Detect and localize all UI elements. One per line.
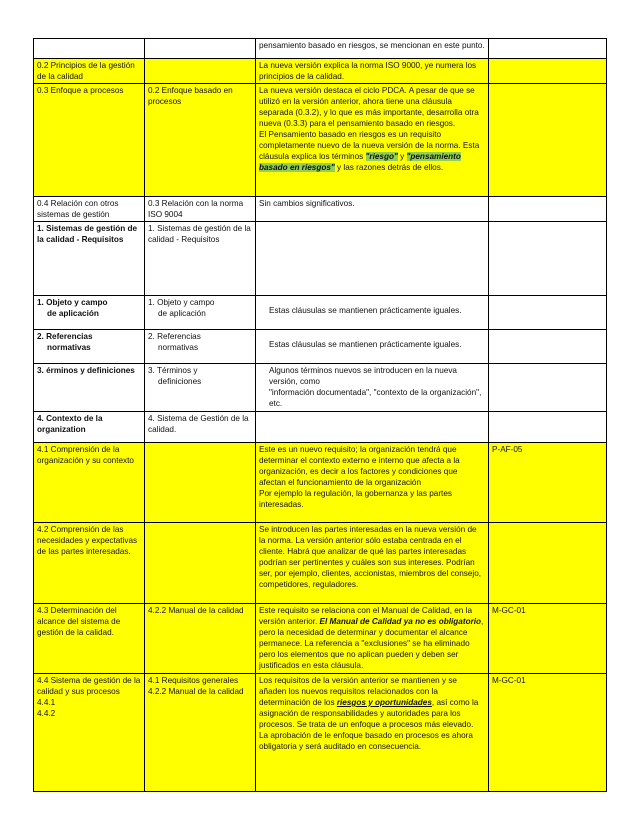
cell — [34, 39, 145, 59]
cell: Se introducen las partes interesadas en la nueva versión de la norma. La versión anterior sólo estaba centrada en el cliente. Habrá que analizar de qué las partes interesadas podrían ser pertinentes y cuáles son sus intereses. Podrían ser, por ejemplo, clientes, accionistas, miembros del consejo, competidores, reguladores. — [256, 523, 489, 604]
paragraph — [259, 129, 485, 173]
cell — [34, 296, 145, 330]
text: El Pensamiento basado en riesgos es un requisito completamente nuevo de la nueva versión de la norma. Esta cláusula explica los términos — [259, 130, 480, 161]
text: , así como la asignación de responsabilidades y autoridades para los procesos. Se trata de un enfoque a procesos más elevado. — [259, 698, 479, 729]
cell — [256, 222, 489, 296]
paragraph — [259, 675, 485, 730]
text: y las razones detrás de ellos. — [334, 163, 444, 172]
cell: 0.4 Relación con otros sistemas de gestión — [34, 197, 145, 222]
text: "información documentada", "contexto de la organización", etc. — [269, 388, 482, 408]
text: 3. Términos y — [148, 366, 198, 375]
text: normativas — [158, 343, 199, 352]
cell — [256, 296, 489, 330]
table-row — [34, 39, 607, 59]
cell — [145, 296, 256, 330]
text: Este requisito se relaciona con el Manual de Calidad, en la versión anterior. — [259, 606, 473, 626]
cell: M-GC-01 — [489, 604, 607, 674]
cell — [256, 364, 489, 412]
text: Algunos términos nuevos se introducen en la nueva versión, como — [269, 366, 457, 386]
cell: 4.1 Comprensión de la organización y su contexto — [34, 443, 145, 523]
cell — [145, 443, 256, 523]
cell — [145, 59, 256, 84]
text: Estas cláusulas se mantienen prácticamente iguales. — [269, 306, 462, 315]
cell: La nueva versión explica la norma ISO 9000, ye numera los principios de la calidad. — [256, 59, 489, 84]
cell — [256, 412, 489, 443]
cell — [489, 222, 607, 296]
cell — [489, 84, 607, 197]
text: normativas — [47, 343, 91, 352]
cell: 4.3 Determinación del alcance del sistema de gestión de la calidad. — [34, 604, 145, 674]
text: 4.4 Sistema de gestión de la calidad y sus procesos — [37, 676, 141, 696]
table-row — [34, 443, 607, 523]
table-row — [34, 674, 607, 792]
table-row — [34, 364, 607, 412]
cell: 0.3 Relación con la norma ISO 9004 — [145, 197, 256, 222]
cell — [489, 330, 607, 364]
cell — [256, 330, 489, 364]
table-row — [34, 523, 607, 604]
table-row — [34, 330, 607, 364]
cell — [489, 197, 607, 222]
cell — [256, 84, 489, 197]
cell: 0.2 Enfoque basado en procesos — [145, 84, 256, 197]
cell — [489, 296, 607, 330]
text: de aplicación — [158, 309, 206, 318]
cell — [489, 59, 607, 84]
cell: pensamiento basado en riesgos, se mencionan en este punto. — [256, 39, 489, 59]
emphasis: riesgos y oportunidades — [336, 698, 432, 707]
cell: 4. Sistema de Gestión de la calidad. — [145, 412, 256, 443]
iso-comparison-table — [33, 38, 607, 792]
cell: 1. Sistemas de gestión de la calidad - Requisitos — [145, 222, 256, 296]
cell: 0.2 Principios de la gestión de la calidad — [34, 59, 145, 84]
paragraph: La aprobación de le enfoque basado en procesos es ahora obligatoria y será auditado en consecuencia. — [259, 731, 473, 751]
table-row — [34, 222, 607, 296]
highlight-term: "pensamiento basado en riesgos" — [259, 152, 461, 172]
table-row — [34, 296, 607, 330]
cell — [489, 364, 607, 412]
cell: 0.3 Enfoque a procesos — [34, 84, 145, 197]
text: 2. Referencias — [37, 332, 93, 341]
cell — [145, 39, 256, 59]
text: , pero la necesidad de determinar y documentar el alcance permanece. La referencia a "exclusiones" se ha eliminado pero los elementos que no aplican pueden y deben ser justificados en esta cláusula. — [259, 617, 484, 670]
cell — [489, 523, 607, 604]
text: 4.4.1 — [37, 698, 56, 707]
cell — [256, 674, 489, 792]
emphasis: El Manual de Calidad ya no es obligatorio — [319, 617, 482, 626]
cell — [489, 39, 607, 59]
cell — [489, 412, 607, 443]
text: definiciones — [158, 377, 202, 386]
cell: 4.2.2 Manual de la calidad — [145, 604, 256, 674]
table-row — [34, 59, 607, 84]
text: 1. Objeto y campo — [37, 298, 108, 307]
text: y — [397, 152, 407, 161]
cell: 4. Contexto de la organization — [34, 412, 145, 443]
table-row — [34, 84, 607, 197]
table-row — [34, 197, 607, 222]
cell — [145, 364, 256, 412]
paragraph: Este es un nuevo requisito; la organización tendrá que determinar el contexto externo e interno que afecta a la organización, es decir a los factores y condiciones que afectan el funcionamiento de la organización — [259, 445, 460, 487]
cell — [34, 674, 145, 792]
cell — [256, 604, 489, 674]
text: Estas cláusulas se mantienen prácticamente iguales. — [269, 340, 462, 349]
highlight-term: "riesgo" — [365, 152, 398, 161]
table-row — [34, 412, 607, 443]
cell: P-AF-05 — [489, 443, 607, 523]
text: 2. Referencias — [148, 332, 201, 341]
table-row — [34, 604, 607, 674]
text: de aplicación — [47, 309, 99, 318]
paragraph: La nueva versión destaca el ciclo PDCA. A pesar de que se utilizó en la versión anterior, ahora tiene una cláusula separada (0.3.2), y lo que es más importante, desarrolla otra nueva (0.3.3) para el pensamiento basado en riesgos. — [259, 86, 479, 128]
cell: M-GC-01 — [489, 674, 607, 792]
cell: 1. Sistemas de gestión de la calidad - Requisitos — [34, 222, 145, 296]
cell: 3. érminos y definiciones — [34, 364, 145, 412]
text: 4.4.2 — [37, 709, 56, 718]
paragraph: Por ejemplo la regulación, la gobernanza y las partes interesadas. — [259, 489, 452, 509]
cell — [256, 443, 489, 523]
text: 1. Objeto y campo — [148, 298, 215, 307]
cell — [145, 330, 256, 364]
cell: 4.2 Comprensión de las necesidades y expectativas de las partes interesadas. — [34, 523, 145, 604]
cell — [34, 330, 145, 364]
cell — [145, 523, 256, 604]
text: Los requisitos de la versión anterior se mantienen y se añaden los nuevos requisitos relacionados con la determinación de los — [259, 676, 457, 707]
cell: Sin cambios significativos. — [256, 197, 489, 222]
cell: 4.1 Requisitos generales 4.2.2 Manual de la calidad — [145, 674, 256, 792]
